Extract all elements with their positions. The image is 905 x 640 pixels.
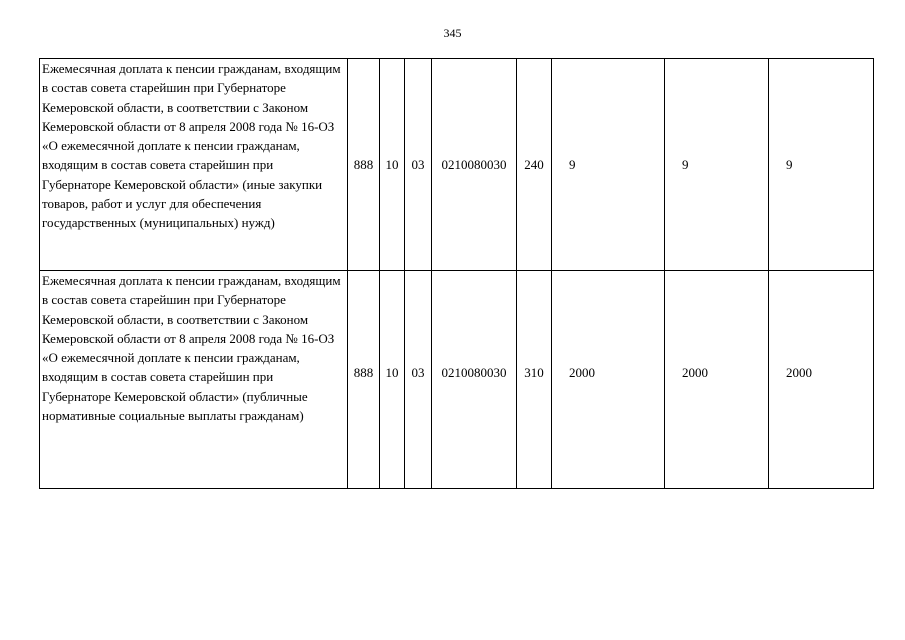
ministry-code: 888 — [348, 271, 380, 489]
row-description: Ежемесячная доплата к пенсии гражданам, входящим в состав совета старейшин при Губернаторе Кемеровской области, в соответствии с Законом Кемеровской области от 8 апреля 2008 года № 16-ОЗ «О ежемесячной доплате к пенсии гражданам, входящим в состав совета старейшин при Губернаторе Кемеровской области» (иные закупки товаров, работ и услуг для обеспечения государственных (муниципальных) нужд) — [40, 59, 348, 271]
section-code: 10 — [380, 271, 405, 489]
amount-year-1: 9 — [552, 59, 665, 271]
amount-year-3: 9 — [769, 59, 874, 271]
budget-table — [39, 58, 874, 489]
subsection-code: 03 — [405, 59, 432, 271]
page-number: 345 — [443, 26, 462, 40]
row-description: Ежемесячная доплата к пенсии гражданам, входящим в состав совета старейшин при Губернаторе Кемеровской области, в соответствии с Законом Кемеровской области от 8 апреля 2008 года № 16-ОЗ «О ежемесячной доплате к пенсии гражданам, входящим в состав совета старейшин при Губернаторе Кемеровской области» (публичные нормативные социальные выплаты гражданам) — [40, 271, 348, 489]
expense-type-code: 310 — [517, 271, 552, 489]
expense-type-code: 240 — [517, 59, 552, 271]
target-article-code: 0210080030 — [432, 59, 517, 271]
target-article-code: 0210080030 — [432, 271, 517, 489]
table-row — [40, 59, 874, 271]
section-code: 10 — [380, 59, 405, 271]
table-row — [40, 271, 874, 489]
amount-year-3: 2000 — [769, 271, 874, 489]
subsection-code: 03 — [405, 271, 432, 489]
ministry-code: 888 — [348, 59, 380, 271]
amount-year-2: 2000 — [665, 271, 769, 489]
amount-year-2: 9 — [665, 59, 769, 271]
amount-year-1: 2000 — [552, 271, 665, 489]
